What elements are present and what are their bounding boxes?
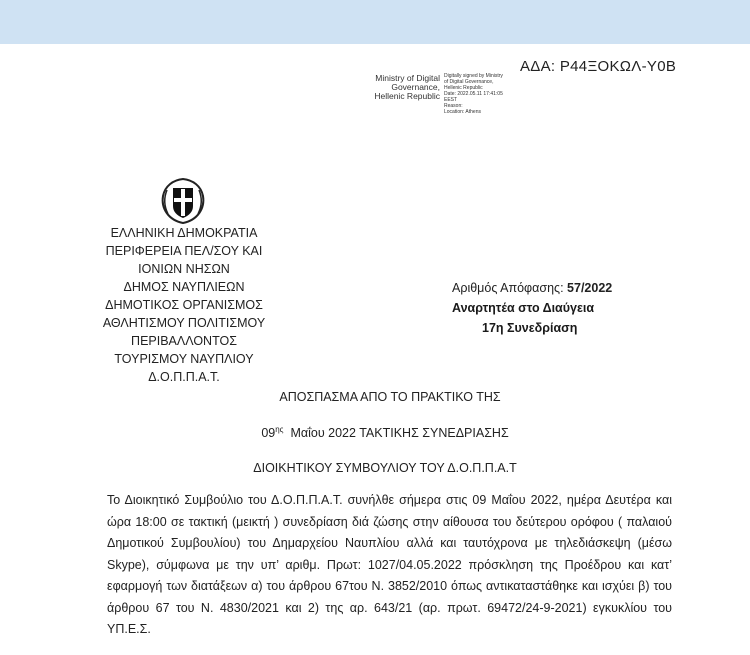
decision-number-label: Αριθμός Απόφασης:: [452, 281, 564, 295]
decision-number: [452, 278, 642, 298]
meeting-day: 09: [261, 426, 276, 440]
top-banner: [0, 0, 750, 44]
signature-detail-line: Date: 2022.05.11 17:41:05: [444, 91, 503, 97]
authority-line: ΠΕΡΙΒΑΛΛΟΝΤΟΣ: [131, 334, 237, 348]
diavgeia-posting: Αναρτητέα στο Διαύγεια: [452, 301, 595, 315]
signature-detail-line: of Digital Governance,: [444, 79, 494, 85]
authority-line: ΤΟΥΡΙΣΜΟΥ ΝΑΥΠΛΙΟΥ: [114, 352, 254, 366]
authority-line: ΕΛΛΗΝΙΚΗ ΔΗΜΟΚΡΑΤΙΑ: [110, 226, 258, 240]
ada-code: ΑΔΑ: Ρ44ΞΟΚΩΛ-Υ0Β: [520, 58, 677, 75]
authority-line: ΑΘΛΗΤΙΣΜΟΥ ΠΟΛΙΤΙΣΜΟΥ: [102, 316, 266, 330]
signer-line: Hellenic Republic: [374, 91, 440, 101]
extract-heading: ΑΠΟΣΠΑΣΜΑ ΑΠΟ ΤΟ ΠΡΑΚΤΙΚΟ ΤΗΣ: [279, 390, 501, 404]
meeting-day-suffix: ης: [275, 425, 284, 434]
signature-detail-line: Hellenic Republic: [444, 85, 483, 91]
meeting-date-rest: Μαΐου 2022 ΤΑΚΤΙΚΗΣ ΣΥΝΕΔΡΙΑΣΗΣ: [283, 426, 509, 440]
decision-info: [452, 278, 642, 338]
minutes-paragraph: Το Διοικητικό Συμβούλιο του Δ.Ο.Π.Π.Α.Τ. συνήλθε σήμερα στις 09 Μαΐου 2022, ημέρα Δευτέρα και ώρα 18:00 σε τακτική (μεικτή ) συνεδρίαση διά ζώσης στην αίθουσα του δεύτερου ορόφου ( παλαιού Δημοτικού Συμβουλίου) του Δημαρχείου Ναυπλίου αλλά και ταυτόχρονα με τηλεδιάσκεψη (μέσω Skype), σύμφωνα με την υπ’ αριθμ. Πρωτ: 1027/04.05.2022 πρόσκληση της Προέδρου και κατ’ εφαρμογή των διατάξεων α) του άρθρου 67του Ν. 3852/2010 όπως αντικαταστάθηκε και ισχύει β) του άρθρου 67 του Ν. 4830/2021 και 2) της αρ. 643/21 (αρ. πρωτ. 69472/24-9-2021) εγκυκλίου του ΥΠ.Ε.Σ.: [107, 493, 672, 636]
board-heading: ΔΙΟΙΚΗΤΙΚΟΥ ΣΥΜΒΟΥΛΙΟΥ ΤΟΥ Δ.Ο.Π.Π.Α.Τ: [253, 461, 517, 475]
signer-line: Governance,: [391, 82, 440, 92]
signer-line: Ministry of Digital: [375, 73, 440, 83]
greek-emblem-icon: [158, 176, 208, 226]
meeting-date-heading: [10, 425, 750, 440]
signature-detail-line: EEST: [444, 97, 458, 103]
signature-detail-line: Location: Athens: [444, 109, 481, 115]
decision-number-value: 57/2022: [567, 281, 613, 295]
authority-line: ΔΗΜΟΣ ΝΑΥΠΛΙΕΩΝ: [123, 280, 245, 294]
authority-line: Δ.Ο.Π.Π.Α.Τ.: [148, 370, 220, 384]
authority-line: ΙΟΝΙΩΝ ΝΗΣΩΝ: [138, 262, 230, 276]
authority-line: ΔΗΜΟΤΙΚΟΣ ΟΡΓΑΝΙΣΜΟΣ: [105, 298, 263, 312]
signature-detail-line: Reason:: [444, 103, 463, 109]
signature-details: [444, 73, 534, 115]
signature-signer: [362, 74, 440, 101]
authority-line: ΠΕΡΙΦΕΡΕΙΑ ΠΕΛ/ΣΟΥ ΚΑΙ: [105, 244, 263, 258]
issuing-authority: [94, 224, 274, 386]
signature-detail-line: Digitally signed by Ministry: [444, 73, 503, 79]
session-number: 17η Συνεδρίαση: [482, 321, 578, 335]
